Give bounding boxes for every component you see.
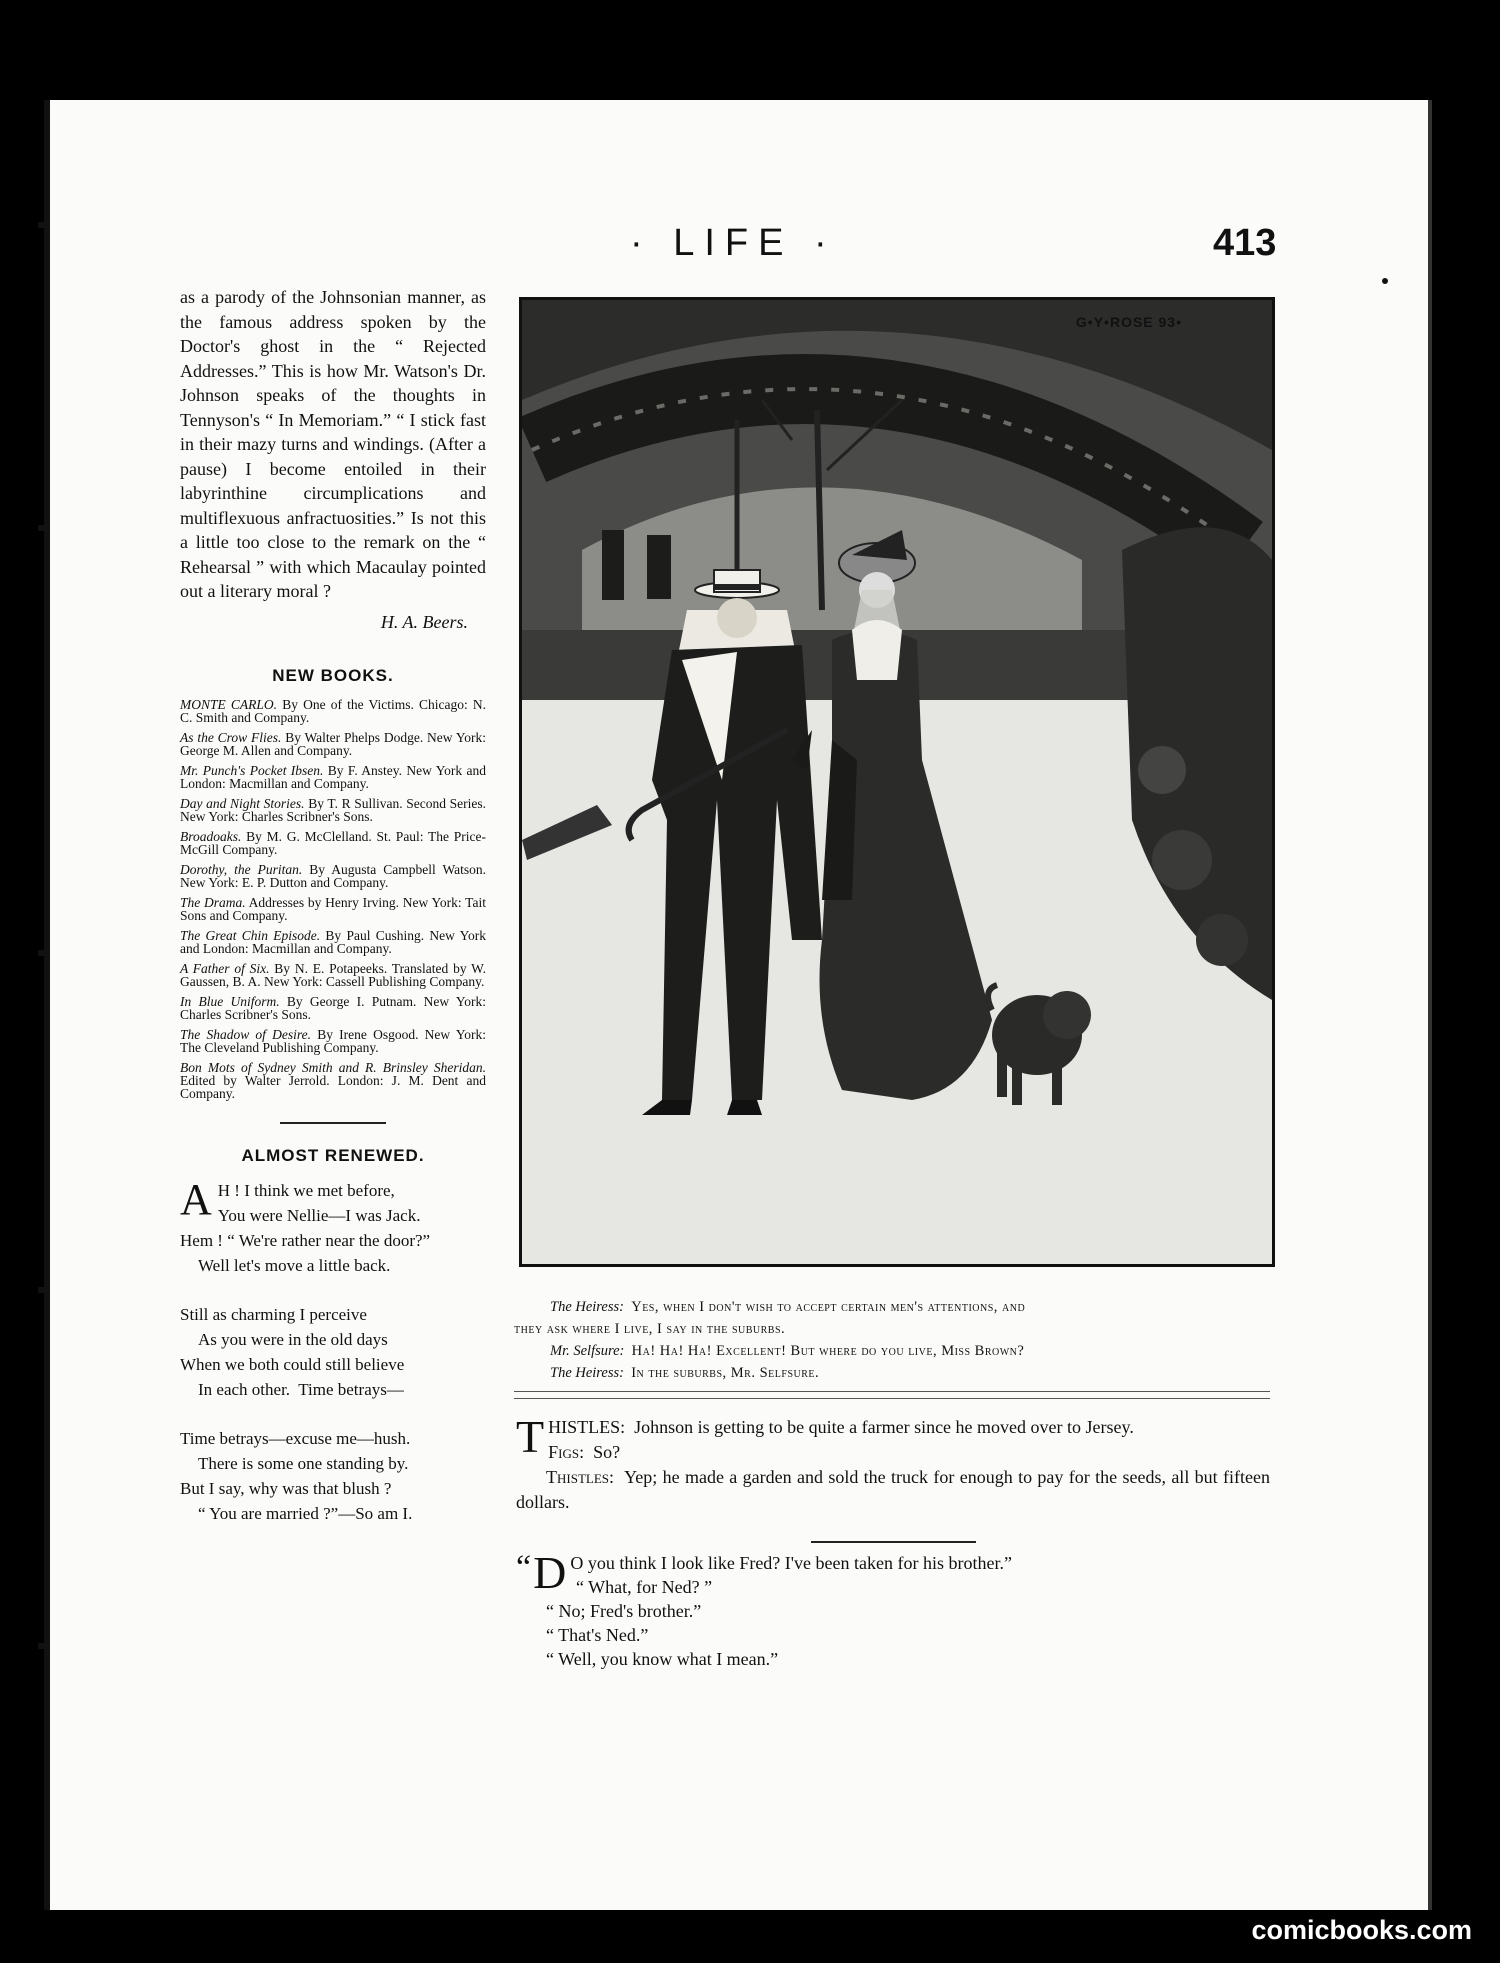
caption-text: Yes, when I don't wish to accept certain men's attentions, and xyxy=(631,1299,1026,1315)
book-title: A Father of Six. xyxy=(180,960,270,976)
joke-text: Yep; he made a garden and sold the truck for enough to pay for the seeds, all but fifteen dollars. xyxy=(516,1467,1271,1512)
caption-text: they ask where I live, I say in the suburbs. xyxy=(514,1321,786,1337)
thistles-joke xyxy=(516,1411,1271,1515)
joke-text: Johnson is getting to be quite a farmer since he moved over to Jersey. xyxy=(634,1417,1134,1437)
open-quote: “ xyxy=(516,1549,532,1586)
book-entry xyxy=(180,830,486,856)
joke-line: “ No; Fred's brother.” xyxy=(546,1601,702,1621)
poem-line: Still as charming I perceive xyxy=(180,1304,367,1324)
cartoon-caption xyxy=(514,1296,1270,1384)
poem xyxy=(180,1174,486,1526)
poem-line: As you were in the old days xyxy=(198,1329,388,1349)
poem-line: You were Nellie—I was Jack. xyxy=(217,1205,421,1225)
poem-line: Time betrays—excuse me—hush. xyxy=(180,1428,411,1448)
book-title: Dorothy, the Puritan. xyxy=(180,861,303,877)
speaker-name: HISTLES: xyxy=(548,1417,626,1437)
poem-line: Well let's move a little back. xyxy=(198,1255,391,1275)
cartoon-illustration xyxy=(519,297,1275,1267)
essay-signature: H. A. Beers. xyxy=(380,611,468,632)
essay-fragment xyxy=(180,285,486,634)
drop-cap: T xyxy=(516,1411,545,1462)
caption-line xyxy=(514,1340,1270,1362)
speaker-name: Figs: xyxy=(548,1442,585,1462)
book-details: Addresses by Henry Irving. New York: Tait Sons and Company. xyxy=(180,894,486,923)
illustration-drawing xyxy=(522,300,1272,1264)
page-number: 413 xyxy=(1213,222,1277,264)
book-details: Edited by Walter Jerrold. London: J. M. Dent and Company. xyxy=(180,1072,486,1101)
book-entry xyxy=(180,731,486,757)
book-entry xyxy=(180,1061,486,1100)
caption-speaker: The Heiress: xyxy=(550,1365,624,1381)
book-entry xyxy=(180,764,486,790)
joke-line: “ That's Ned.” xyxy=(546,1625,649,1645)
poem-heading: ALMOST RENEWED. xyxy=(241,1145,425,1165)
site-watermark: comicbooks.com xyxy=(1251,1915,1472,1945)
section-divider xyxy=(811,1541,976,1543)
poem-drop-cap: A xyxy=(180,1174,212,1224)
book-details: By N. E. Potapeeks. Translated by W. Gaussen, B. A. New York: Cassell Publishing Company. xyxy=(180,960,486,989)
artist-signature: G•Y•ROSE 93• xyxy=(1075,314,1182,330)
book-details: By F. Anstey. New York and London: Macmillan and Company. xyxy=(180,762,486,791)
left-column xyxy=(180,285,486,1550)
poem-line: H ! I think we met before, xyxy=(217,1180,395,1200)
book-title: Broadoaks. xyxy=(180,828,242,844)
caption-line xyxy=(514,1318,1270,1340)
book-title: As the Crow Flies. xyxy=(180,729,282,745)
poem-line: “ You are married ?”—So am I. xyxy=(198,1503,413,1523)
book-title: Day and Night Stories. xyxy=(180,795,305,811)
book-entry xyxy=(180,1028,486,1054)
book-title: Mr. Punch's Pocket Ibsen. xyxy=(180,762,324,778)
caption-speaker: Mr. Selfsure: xyxy=(550,1343,625,1359)
book-details: By M. G. McClelland. St. Paul: The Price-McGill Company. xyxy=(180,828,487,857)
page-header xyxy=(50,222,1428,272)
book-details: By George I. Putnam. New York: Charles Scribner's Sons. xyxy=(180,993,486,1022)
book-entry xyxy=(180,962,486,988)
book-entry xyxy=(180,929,486,955)
poem-line: There is some one standing by. xyxy=(198,1453,409,1473)
speaker-name: Thistles: xyxy=(546,1467,614,1487)
poem-line: When we both could still believe xyxy=(180,1354,405,1374)
book-entry xyxy=(180,896,486,922)
masthead-title: · LIFE · xyxy=(630,222,837,264)
poem-line: Hem ! “ We're rather near the door?” xyxy=(180,1230,431,1250)
essay-paragraph: as a parody of the Johnsonian manner, as the famous address spoken by the Doctor's ghost in the “ Rejected Addresses.” This is how Mr. Watson's Dr. Johnson speaks of the thoughts in Tennyson's “ In Memoriam.” “ I stick fast in their mazy turns and windings. (After a pause) I become entoiled in their labyrinthine circumplications and multiflexuous anfractuosities.” Is not this a little too close to the remark on the “ Rehearsal ” with which Macaulay pointed out a literary moral ? xyxy=(180,287,486,601)
book-details: By Paul Cushing. New York and London: Macmillan and Company. xyxy=(180,927,486,956)
caption-speaker: The Heiress: xyxy=(550,1299,624,1315)
book-title: MONTE CARLO. xyxy=(180,696,278,712)
book-entry xyxy=(180,797,486,823)
book-title: In Blue Uniform. xyxy=(180,993,280,1009)
poem-stanza xyxy=(180,1302,486,1402)
book-details: By One of the Victims. Chicago: N. C. Smith and Company. xyxy=(180,696,487,725)
caption-text: In the suburbs, Mr. Selfsure. xyxy=(631,1365,820,1381)
book-entry xyxy=(180,995,486,1021)
book-title: The Drama. xyxy=(180,894,246,910)
book-title: The Shadow of Desire. xyxy=(180,1026,311,1042)
caption-line xyxy=(514,1362,1270,1384)
new-books-list xyxy=(180,698,486,1100)
book-entry xyxy=(180,698,486,724)
fred-joke xyxy=(516,1547,1270,1671)
book-details: By Irene Osgood. New York: The Cleveland Publishing Company. xyxy=(180,1026,486,1055)
section-divider xyxy=(280,1122,386,1124)
new-books-heading: NEW BOOKS. xyxy=(272,665,394,685)
book-entry xyxy=(180,863,486,889)
poem-line: But I say, why was that blush ? xyxy=(180,1478,392,1498)
joke-line xyxy=(516,1440,1270,1465)
book-details: By Walter Phelps Dodge. New York: George M. Allen and Company. xyxy=(180,729,486,758)
book-details: By Augusta Campbell Watson. New York: E. P. Dutton and Company. xyxy=(180,861,486,890)
poem-stanza xyxy=(180,1174,486,1278)
poem-stanza xyxy=(180,1426,486,1526)
drop-cap: D xyxy=(533,1547,567,1598)
book-title: The Great Chin Episode. xyxy=(180,927,321,943)
joke-line xyxy=(516,1465,1270,1515)
book-title: Bon Mots of Sydney Smith and R. Brinsley Sheridan. xyxy=(180,1059,486,1075)
double-rule xyxy=(514,1391,1270,1399)
joke-text: So? xyxy=(593,1442,621,1462)
margin-dot xyxy=(1382,278,1388,284)
joke-line: “ Well, you know what I mean.” xyxy=(546,1649,779,1669)
book-details: By T. R Sullivan. Second Series. New York: Charles Scribner's Sons. xyxy=(180,795,487,824)
joke-text: O you think I look like Fred? I've been taken for his brother.” xyxy=(570,1553,1012,1573)
joke-line: “ What, for Ned? ” xyxy=(576,1577,713,1597)
caption-line xyxy=(514,1296,1270,1318)
poem-line: In each other. Time betrays— xyxy=(198,1379,404,1399)
caption-text: Ha! Ha! Ha! Excellent! But where do you live, Miss Brown? xyxy=(631,1343,1025,1359)
